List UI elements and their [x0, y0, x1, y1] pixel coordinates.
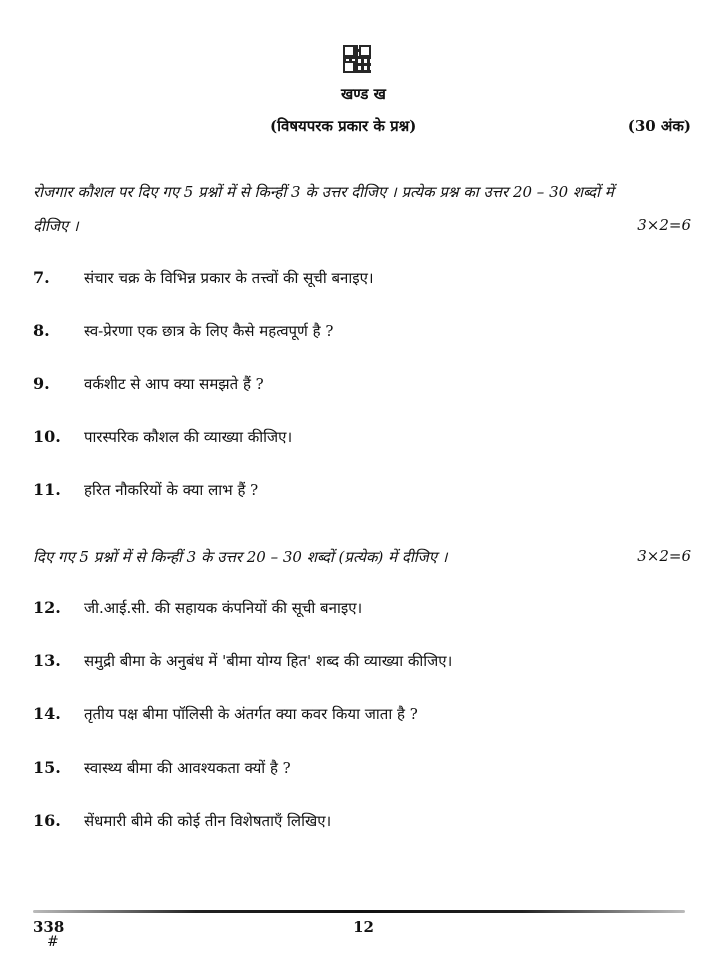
- question-number: 11.: [33, 480, 61, 499]
- question-text: संचार चक्र के विभिन्न प्रकार के तत्त्वों की सूची बनाइए।: [84, 269, 374, 287]
- question-number: 14.: [33, 704, 61, 723]
- question-number: 7.: [33, 268, 50, 287]
- question-number: 10.: [33, 427, 61, 446]
- footer-divider: [33, 910, 685, 913]
- section-marks: (30 अंक): [627, 117, 691, 135]
- question-text: स्वास्थ्य बीमा की आवश्यकता क्यों है ?: [84, 759, 291, 777]
- part1-instruction-line1: रोजगार कौशल पर दिए गए 5 प्रश्नों में से किन्हीं 3 के उत्तर दीजिए । प्रत्येक प्रश्न का उत्तर 20 – 30 शब्दों में: [33, 183, 614, 201]
- paper-code: 338: [33, 918, 65, 936]
- question-number: 13.: [33, 651, 61, 670]
- question-text: पारस्परिक कौशल की व्याख्या कीजिए।: [84, 428, 293, 446]
- question-number: 12.: [33, 598, 61, 617]
- part2-instruction: दिए गए 5 प्रश्नों में से किन्हीं 3 के उत्तर 20 – 30 शब्दों (प्रत्येक) में दीजिए ।: [33, 548, 448, 566]
- qr-code-icon: [343, 45, 371, 73]
- question-text: जी.आई.सी. की सहायक कंपनियों की सूची बनाइए।: [84, 599, 363, 617]
- question-text: समुद्री बीमा के अनुबंध में 'बीमा योग्य हित' शब्द की व्याख्या कीजिए।: [84, 652, 453, 670]
- question-text: स्व-प्रेरणा एक छात्र के लिए कैसे महत्वपूर्ण है ?: [84, 322, 334, 340]
- section-subtitle: (विषयपरक प्रकार के प्रश्न): [270, 117, 417, 135]
- section-title: खण्ड ख: [341, 85, 386, 103]
- part1-marks: 3×2=6: [637, 216, 691, 234]
- question-text: तृतीय पक्ष बीमा पॉलिसी के अंतर्गत क्या कवर किया जाता है ?: [84, 705, 418, 723]
- question-text: वर्कशीट से आप क्या समझते हैं ?: [84, 375, 264, 393]
- question-number: 15.: [33, 758, 61, 777]
- part2-marks: 3×2=6: [637, 547, 691, 565]
- question-text: हरित नौकरियों के क्या लाभ हैं ?: [84, 481, 259, 499]
- question-text: सेंधमारी बीमे की कोई तीन विशेषताएँ लिखिए।: [84, 812, 332, 830]
- part1-instruction-line2: दीजिए ।: [33, 217, 79, 235]
- page-number: 12: [353, 918, 374, 936]
- question-number: 9.: [33, 374, 50, 393]
- question-number: 16.: [33, 811, 61, 830]
- question-number: 8.: [33, 321, 50, 340]
- footer-hash: #: [47, 934, 59, 950]
